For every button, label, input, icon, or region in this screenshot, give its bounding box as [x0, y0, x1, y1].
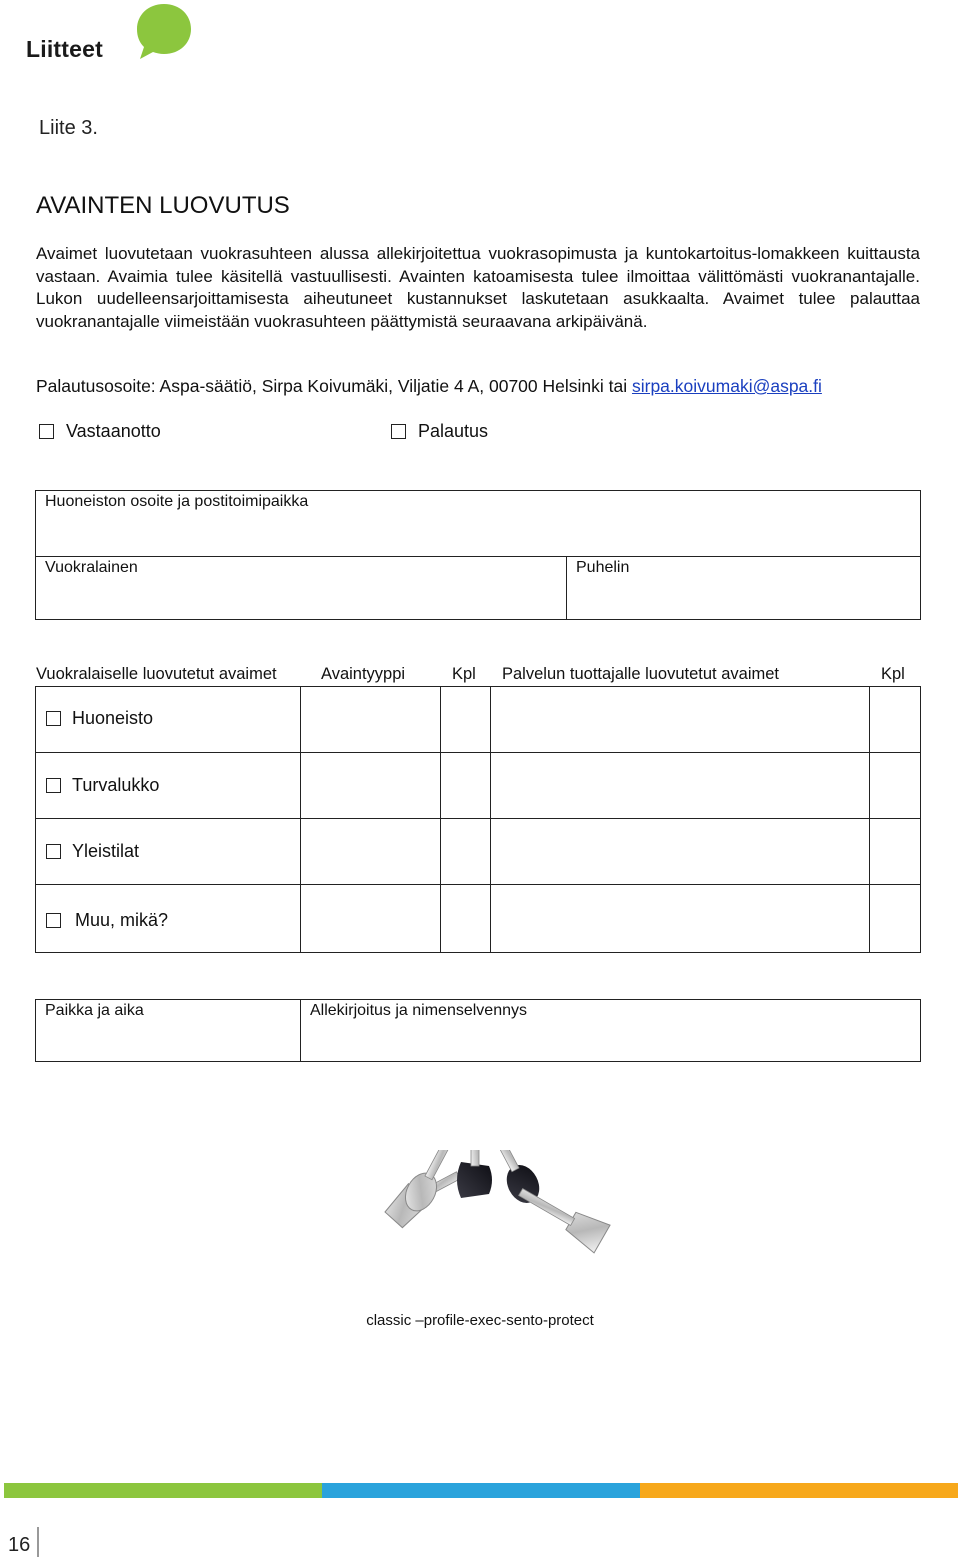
key-row-other[interactable] [46, 910, 168, 931]
return-address: Palautusosoite: Aspa-säätiö, Sirpa Koivumäki, Viljatie 4 A, 00700 Helsinki tai sirpa.koivumaki@aspa.fi [36, 376, 822, 396]
page-number: 16 [8, 1534, 31, 1556]
key-exec [457, 1150, 492, 1198]
option-receive-label: Vastaanotto [66, 421, 161, 441]
key-row-apartment[interactable] [46, 708, 153, 729]
footer-bar-green [4, 1483, 322, 1498]
col-header-key-type: Avaintyyppi [321, 665, 406, 683]
section-title: Liitteet [26, 36, 103, 62]
page-number-divider [37, 1527, 39, 1557]
checkbox-apartment[interactable] [46, 711, 61, 726]
place-date-label: Paikka ja aika [45, 1002, 144, 1019]
image-caption: classic –profile-exec-sento-protect [366, 1312, 594, 1329]
col-header-tenant-keys: Vuokralaiselle luovutetut avaimet [36, 665, 277, 683]
checkbox-security-lock[interactable] [46, 778, 61, 793]
col-header-provider-keys: Palvelun tuottajalle luovutetut avaimet [502, 665, 780, 683]
key-row-label: Yleistilat [72, 841, 140, 861]
col-header-qty: Kpl [452, 665, 476, 683]
checkbox-common-areas[interactable] [46, 844, 61, 859]
key-row-security-lock[interactable] [46, 775, 159, 796]
footer-bar-orange [640, 1483, 958, 1498]
checkbox-other[interactable] [46, 913, 61, 928]
keys-image [355, 1150, 615, 1300]
signature-field[interactable] [300, 999, 921, 1062]
place-date-field[interactable] [35, 999, 301, 1062]
key-row-common-areas[interactable] [46, 841, 139, 862]
tenant-field-label: Vuokralainen [45, 559, 138, 576]
address-field-label: Huoneiston osoite ja postitoimipaikka [45, 493, 309, 510]
key-row-label: Turvalukko [72, 775, 160, 795]
email-link[interactable]: sirpa.koivumaki@aspa.fi [631, 376, 822, 396]
col-header-provider-qty: Kpl [881, 665, 905, 683]
appendix-label: Liite 3. [39, 117, 98, 139]
footer-bar-blue [322, 1483, 640, 1498]
option-return-label: Palautus [418, 421, 489, 441]
phone-field-label: Puhelin [576, 559, 630, 576]
intro-paragraph: Avaimet luovutetaan vuokrasuhteen alussa allekirjoitettua vuokrasopimusta ja kuntokartoitus-lomakkeen kuittausta vastaan. Avaimia tulee käsitellä vastuullisesti. Avainten katoamisesta tulee ilmoittaa välittömästi vuokranantajalle. Lukon uudelleensarjoittamisesta aiheutuneet kustannukset laskutetaan asukkaalta. Avaimet tulee palauttaa vuokranantajalle viimeistään vuokrasuhteen päättymistä seuraavana arkipäivänä. [36, 244, 920, 331]
key-row-label: Muu, mikä? [75, 910, 169, 930]
signature-label: Allekirjoitus ja nimenselvennys [310, 1002, 527, 1019]
key-row-label: Huoneisto [72, 708, 154, 728]
page-title: AVAINTEN LUOVUTUS [36, 192, 290, 219]
